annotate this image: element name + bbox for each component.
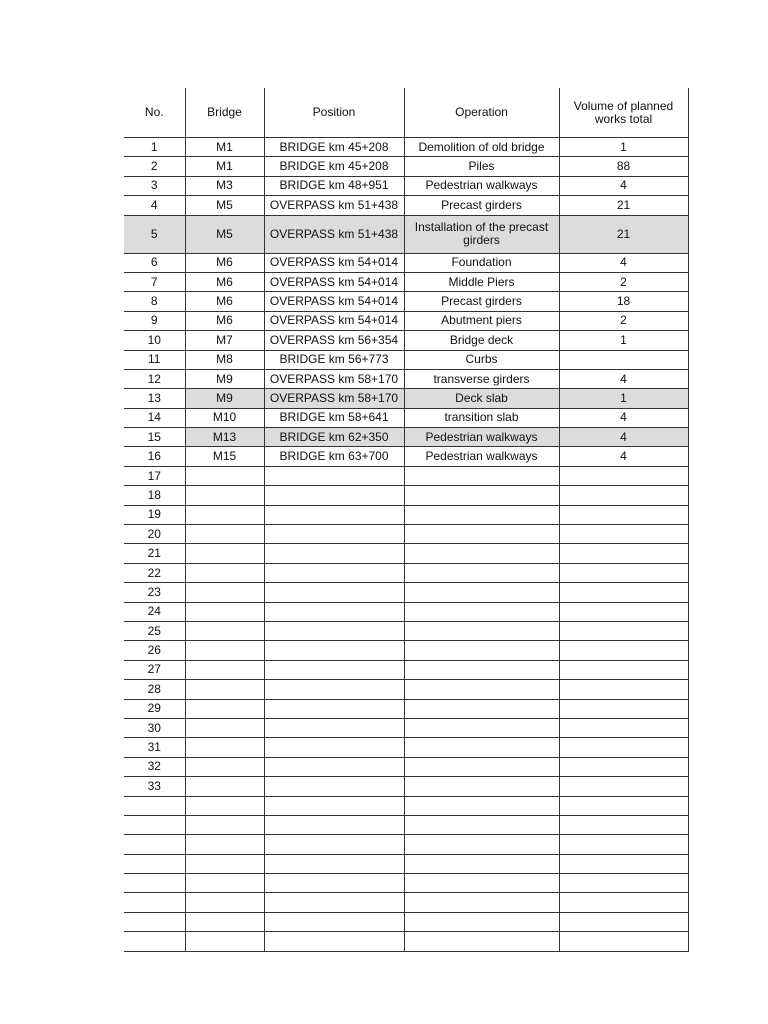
- cell-volume: 2: [559, 311, 688, 330]
- cell-no: 33: [124, 777, 185, 796]
- cell-operation: Pedestrian walkways: [404, 428, 559, 447]
- cell-no: 19: [124, 505, 185, 524]
- cell-no: 22: [124, 563, 185, 582]
- cell-volume: 1: [559, 389, 688, 408]
- cell-bridge: M13: [185, 428, 264, 447]
- cell-volume: [559, 466, 688, 485]
- cell-bridge: [185, 932, 264, 951]
- cell-no: 3: [124, 176, 185, 195]
- cell-no: 14: [124, 408, 185, 427]
- cell-operation: Installation of the precast girders: [404, 215, 559, 253]
- cell-bridge: M7: [185, 331, 264, 350]
- cell-position: OVERPASS km 58+170: [264, 389, 404, 408]
- cell-bridge: [185, 718, 264, 737]
- cell-volume: [559, 641, 688, 660]
- table-row: [124, 466, 688, 485]
- works-table: [124, 88, 689, 952]
- cell-bridge: [185, 796, 264, 815]
- cell-operation: [404, 815, 559, 834]
- table-row: [124, 505, 688, 524]
- cell-operation: Bridge deck: [404, 331, 559, 350]
- cell-bridge: [185, 893, 264, 912]
- cell-bridge: M6: [185, 253, 264, 272]
- cell-position: [264, 544, 404, 563]
- header-operation: Operation: [404, 88, 559, 138]
- cell-no: 10: [124, 331, 185, 350]
- cell-operation: [404, 525, 559, 544]
- cell-position: [264, 505, 404, 524]
- table-row: [124, 796, 688, 815]
- cell-no: 30: [124, 718, 185, 737]
- cell-operation: [404, 777, 559, 796]
- cell-position: OVERPASS km 58+170: [264, 369, 404, 388]
- table-row: [124, 138, 688, 157]
- cell-volume: [559, 486, 688, 505]
- table-row: [124, 176, 688, 195]
- cell-bridge: [185, 602, 264, 621]
- cell-operation: [404, 893, 559, 912]
- cell-volume: 4: [559, 176, 688, 195]
- cell-bridge: [185, 777, 264, 796]
- header-bridge: Bridge: [185, 88, 264, 138]
- table-row: [124, 272, 688, 291]
- cell-position: BRIDGE km 45+208: [264, 157, 404, 176]
- cell-position: [264, 815, 404, 834]
- cell-operation: Middle Piers: [404, 272, 559, 291]
- cell-no: 21: [124, 544, 185, 563]
- cell-no: [124, 893, 185, 912]
- cell-bridge: [185, 835, 264, 854]
- cell-operation: Demolition of old bridge: [404, 138, 559, 157]
- cell-bridge: M1: [185, 157, 264, 176]
- cell-operation: [404, 486, 559, 505]
- cell-no: 15: [124, 428, 185, 447]
- cell-position: OVERPASS km 54+014: [264, 272, 404, 291]
- cell-no: 12: [124, 369, 185, 388]
- table-row: [124, 757, 688, 776]
- cell-bridge: [185, 563, 264, 582]
- cell-no: 2: [124, 157, 185, 176]
- cell-operation: [404, 641, 559, 660]
- cell-no: [124, 912, 185, 931]
- table-row: [124, 350, 688, 369]
- cell-volume: 1: [559, 138, 688, 157]
- table-row: [124, 447, 688, 466]
- cell-operation: [404, 466, 559, 485]
- cell-bridge: M9: [185, 369, 264, 388]
- cell-position: [264, 835, 404, 854]
- cell-operation: [404, 563, 559, 582]
- table-row: [124, 680, 688, 699]
- cell-position: OVERPASS km 51+438: [264, 196, 404, 215]
- cell-bridge: [185, 815, 264, 834]
- cell-operation: [404, 699, 559, 718]
- cell-position: [264, 757, 404, 776]
- cell-volume: [559, 718, 688, 737]
- cell-volume: 4: [559, 447, 688, 466]
- cell-volume: 21: [559, 215, 688, 253]
- cell-no: [124, 854, 185, 873]
- cell-volume: [559, 602, 688, 621]
- cell-bridge: [185, 757, 264, 776]
- cell-bridge: M6: [185, 272, 264, 291]
- table-row: [124, 486, 688, 505]
- table-row: [124, 932, 688, 951]
- cell-bridge: [185, 874, 264, 893]
- table-row: [124, 157, 688, 176]
- cell-volume: 4: [559, 253, 688, 272]
- cell-no: [124, 932, 185, 951]
- cell-volume: 21: [559, 196, 688, 215]
- cell-no: 5: [124, 215, 185, 253]
- cell-no: 13: [124, 389, 185, 408]
- cell-operation: Precast girders: [404, 196, 559, 215]
- cell-no: 7: [124, 272, 185, 291]
- cell-bridge: [185, 583, 264, 602]
- cell-volume: [559, 757, 688, 776]
- cell-volume: [559, 621, 688, 640]
- cell-operation: transverse girders: [404, 369, 559, 388]
- cell-no: [124, 796, 185, 815]
- cell-no: 31: [124, 738, 185, 757]
- cell-volume: 88: [559, 157, 688, 176]
- cell-position: OVERPASS km 54+014: [264, 311, 404, 330]
- cell-position: [264, 641, 404, 660]
- cell-no: 11: [124, 350, 185, 369]
- cell-operation: Piles: [404, 157, 559, 176]
- cell-bridge: M8: [185, 350, 264, 369]
- cell-no: 4: [124, 196, 185, 215]
- cell-volume: [559, 563, 688, 582]
- cell-operation: [404, 544, 559, 563]
- cell-bridge: [185, 699, 264, 718]
- cell-volume: [559, 660, 688, 679]
- header-volume: Volume of planned works total: [559, 88, 688, 138]
- table-row: [124, 660, 688, 679]
- cell-operation: [404, 932, 559, 951]
- cell-volume: [559, 796, 688, 815]
- cell-no: 26: [124, 641, 185, 660]
- cell-position: OVERPASS km 54+014: [264, 292, 404, 311]
- cell-volume: [559, 544, 688, 563]
- cell-no: 32: [124, 757, 185, 776]
- cell-position: [264, 718, 404, 737]
- cell-operation: [404, 621, 559, 640]
- cell-bridge: M3: [185, 176, 264, 195]
- table-row: [124, 583, 688, 602]
- cell-operation: [404, 796, 559, 815]
- table-row: [124, 215, 688, 253]
- cell-no: 18: [124, 486, 185, 505]
- cell-no: 20: [124, 525, 185, 544]
- cell-position: BRIDGE km 45+208: [264, 138, 404, 157]
- cell-position: BRIDGE km 58+641: [264, 408, 404, 427]
- cell-operation: [404, 912, 559, 931]
- table-row: [124, 525, 688, 544]
- cell-operation: transition slab: [404, 408, 559, 427]
- table-row: [124, 563, 688, 582]
- cell-bridge: [185, 525, 264, 544]
- cell-position: [264, 525, 404, 544]
- cell-volume: [559, 350, 688, 369]
- cell-bridge: M5: [185, 196, 264, 215]
- cell-position: [264, 602, 404, 621]
- table-row: [124, 893, 688, 912]
- cell-bridge: [185, 486, 264, 505]
- cell-operation: Deck slab: [404, 389, 559, 408]
- cell-volume: 4: [559, 408, 688, 427]
- cell-volume: [559, 912, 688, 931]
- cell-volume: [559, 777, 688, 796]
- cell-position: [264, 660, 404, 679]
- cell-bridge: M6: [185, 292, 264, 311]
- cell-operation: Curbs: [404, 350, 559, 369]
- cell-volume: [559, 835, 688, 854]
- cell-bridge: M9: [185, 389, 264, 408]
- table-row: [124, 718, 688, 737]
- cell-volume: [559, 815, 688, 834]
- cell-bridge: M10: [185, 408, 264, 427]
- cell-operation: [404, 757, 559, 776]
- table-row: [124, 602, 688, 621]
- cell-volume: [559, 583, 688, 602]
- cell-bridge: [185, 641, 264, 660]
- cell-position: [264, 796, 404, 815]
- cell-volume: [559, 680, 688, 699]
- table-row: [124, 912, 688, 931]
- table-row: [124, 699, 688, 718]
- cell-no: 16: [124, 447, 185, 466]
- cell-no: 8: [124, 292, 185, 311]
- header-position: Position: [264, 88, 404, 138]
- cell-position: [264, 486, 404, 505]
- cell-no: 1: [124, 138, 185, 157]
- table-row: [124, 389, 688, 408]
- cell-no: 6: [124, 253, 185, 272]
- table-row: [124, 641, 688, 660]
- cell-bridge: [185, 621, 264, 640]
- cell-operation: [404, 505, 559, 524]
- cell-volume: 18: [559, 292, 688, 311]
- cell-bridge: [185, 660, 264, 679]
- cell-bridge: M6: [185, 311, 264, 330]
- cell-position: [264, 699, 404, 718]
- table-row: [124, 408, 688, 427]
- cell-no: [124, 815, 185, 834]
- cell-position: [264, 932, 404, 951]
- cell-bridge: M15: [185, 447, 264, 466]
- cell-position: OVERPASS km 56+354: [264, 331, 404, 350]
- table-row: [124, 253, 688, 272]
- cell-operation: [404, 854, 559, 873]
- table-row: [124, 196, 688, 215]
- header-row: [124, 88, 688, 138]
- cell-operation: [404, 583, 559, 602]
- table-row: [124, 621, 688, 640]
- cell-bridge: M5: [185, 215, 264, 253]
- cell-bridge: [185, 854, 264, 873]
- cell-volume: [559, 738, 688, 757]
- cell-operation: Pedestrian walkways: [404, 176, 559, 195]
- table-row: [124, 428, 688, 447]
- cell-volume: [559, 505, 688, 524]
- cell-operation: [404, 718, 559, 737]
- cell-bridge: [185, 466, 264, 485]
- cell-bridge: [185, 912, 264, 931]
- cell-operation: Abutment piers: [404, 311, 559, 330]
- cell-operation: [404, 738, 559, 757]
- cell-no: 17: [124, 466, 185, 485]
- cell-position: OVERPASS km 51+438: [264, 215, 404, 253]
- cell-position: [264, 912, 404, 931]
- cell-bridge: [185, 680, 264, 699]
- cell-operation: Foundation: [404, 253, 559, 272]
- table-row: [124, 544, 688, 563]
- cell-no: 25: [124, 621, 185, 640]
- table-row: [124, 331, 688, 350]
- table-row: [124, 874, 688, 893]
- cell-position: [264, 563, 404, 582]
- cell-position: BRIDGE km 48+951: [264, 176, 404, 195]
- cell-position: [264, 680, 404, 699]
- table-row: [124, 311, 688, 330]
- cell-no: 23: [124, 583, 185, 602]
- cell-position: [264, 466, 404, 485]
- cell-bridge: M1: [185, 138, 264, 157]
- cell-position: [264, 738, 404, 757]
- cell-operation: [404, 602, 559, 621]
- cell-no: 29: [124, 699, 185, 718]
- cell-volume: [559, 932, 688, 951]
- cell-operation: Pedestrian walkways: [404, 447, 559, 466]
- cell-position: [264, 583, 404, 602]
- cell-position: BRIDGE km 56+773: [264, 350, 404, 369]
- cell-volume: 1: [559, 331, 688, 350]
- cell-bridge: [185, 738, 264, 757]
- cell-operation: [404, 680, 559, 699]
- cell-operation: [404, 660, 559, 679]
- cell-position: [264, 777, 404, 796]
- cell-operation: [404, 835, 559, 854]
- cell-position: BRIDGE km 62+350: [264, 428, 404, 447]
- cell-position: BRIDGE km 63+700: [264, 447, 404, 466]
- cell-volume: [559, 874, 688, 893]
- cell-bridge: [185, 505, 264, 524]
- cell-volume: 4: [559, 428, 688, 447]
- table-row: [124, 369, 688, 388]
- cell-bridge: [185, 544, 264, 563]
- cell-position: [264, 854, 404, 873]
- header-no: No.: [124, 88, 185, 138]
- cell-volume: [559, 854, 688, 873]
- table-row: [124, 777, 688, 796]
- cell-volume: [559, 893, 688, 912]
- cell-no: [124, 835, 185, 854]
- cell-no: 28: [124, 680, 185, 699]
- table-row: [124, 854, 688, 873]
- table-body: [124, 138, 688, 952]
- cell-position: [264, 621, 404, 640]
- cell-operation: Precast girders: [404, 292, 559, 311]
- cell-no: [124, 874, 185, 893]
- cell-position: OVERPASS km 54+014: [264, 253, 404, 272]
- cell-volume: 2: [559, 272, 688, 291]
- cell-no: 27: [124, 660, 185, 679]
- cell-volume: [559, 525, 688, 544]
- cell-no: 9: [124, 311, 185, 330]
- cell-position: [264, 874, 404, 893]
- cell-volume: 4: [559, 369, 688, 388]
- cell-no: 24: [124, 602, 185, 621]
- table-row: [124, 292, 688, 311]
- table-row: [124, 738, 688, 757]
- cell-volume: [559, 699, 688, 718]
- table-row: [124, 835, 688, 854]
- table-row: [124, 815, 688, 834]
- cell-position: [264, 893, 404, 912]
- cell-operation: [404, 874, 559, 893]
